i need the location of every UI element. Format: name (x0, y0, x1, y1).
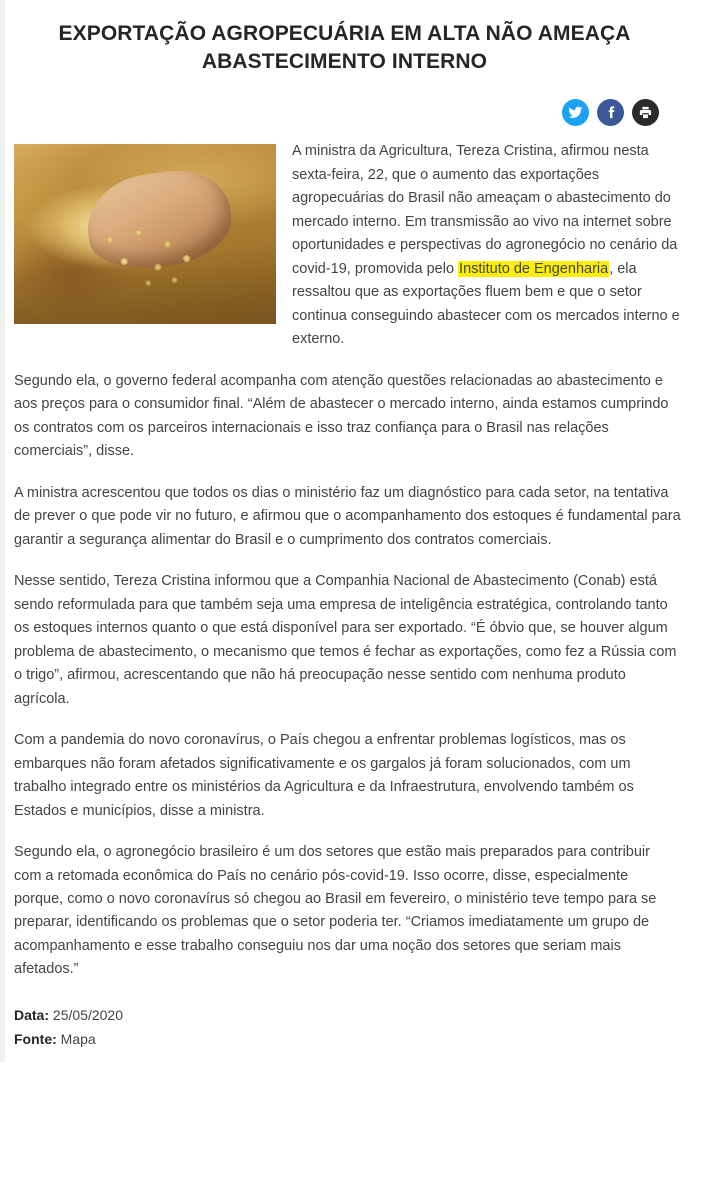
article-lead-image (14, 144, 276, 324)
photo-foreground-blur (14, 263, 276, 324)
article-meta (14, 1004, 681, 1052)
article-body (14, 140, 681, 1000)
twitter-icon (568, 105, 583, 120)
highlighted-term: Instituto de Engenharia (459, 260, 609, 277)
meta-source-value: Mapa (60, 1030, 96, 1047)
paragraph-6: Segundo ela, o agronegócio brasileiro é um dos setores que estão mais preparados para contribuir com a retomada econômica do País no cenário pós-covid-19. Isso ocorre, disse, especialmente porque, como o novo coronavírus só chegou ao Brasil em fevereiro, o ministério teve tempo para se preparar, identificando os problemas que o setor poderia ter. “Criamos imediatamente um grupo de acompanhamento e esse trabalho conseguiu nos dar uma noção dos setores que seriam mais afetados.” (14, 844, 657, 978)
meta-source-label: Fonte: (14, 1030, 57, 1047)
printer-icon (638, 105, 653, 120)
meta-source-row (14, 1028, 681, 1052)
meta-date-value: 25/05/2020 (52, 1006, 123, 1023)
share-facebook-button[interactable] (597, 99, 624, 126)
left-margin-rule (0, 0, 5, 1062)
paragraph-3: A ministra acrescentou que todos os dias o ministério faz um diagnóstico para cada setor, na tentativa de prever o que pode vir no futuro, e afirmou que o acompanhamento dos estoques é fundamental para garantir a segurança alimentar do Brasil e o cumprimento dos contratos comerciais. (14, 484, 681, 548)
paragraph-1-text-after: , ela ressaltou que as exportações fluem bem e que o setor continua conseguindo abastecer com os mercados interno e externo. (292, 260, 680, 348)
meta-date-row (14, 1004, 681, 1028)
page-title: EXPORTAÇÃO AGROPECUÁRIA EM ALTA NÃO AMEAÇA ABASTECIMENTO INTERNO (58, 22, 631, 73)
facebook-icon (603, 105, 618, 120)
paragraph-5: Com a pandemia do novo coronavírus, o País chegou a enfrentar problemas logísticos, mas os embarques não foram afetados significativamente e os gargalos já foram solucionados, com um trabalho integrado entre os ministérios da Agricultura e da Infraestrutura, envolvendo também os Estados e municípios, disse a ministra. (14, 732, 634, 819)
share-buttons (14, 99, 659, 126)
paragraph-1-text-before: A ministra da Agricultura, Tereza Cristina, afirmou nesta sexta-feira, 22, que o aumento das exportações agropecuárias do Brasil não ameaçam o abastecimento do mercado interno. Em transmissão ao vivo na internet sobre oportunidades e perspectivas do agronegócio no cenário da covid-19, promovida pelo (292, 143, 678, 277)
share-print-button[interactable] (632, 99, 659, 126)
share-twitter-button[interactable] (562, 99, 589, 126)
paragraph-2: Segundo ela, o governo federal acompanha com atenção questões relacionadas ao abastecimento e aos preços para o consumidor final. “Além de abastecer o mercado interno, ainda estamos cumprindo os contratos com os parceiros internacionais e isso traz confiança para o Brasil nas relações comerciais”, disse. (14, 372, 669, 460)
paragraph-4: Nesse sentido, Tereza Cristina informou que a Companhia Nacional de Abastecimento (Conab) está sendo reformulada para que também seja uma empresa de inteligência estratégica, controlando tanto os estoques internos quanto o que está disponível para ser exportado. “É óbvio que, se houver algum problema de abastecimento, o mecanismo que temos é fechar as exportações, como fez a Rússia com o trigo”, afirmou, acrescentando que não há preocupação nesse sentido com nenhuma produto agrícola. (14, 573, 677, 707)
meta-date-label: Data: (14, 1006, 50, 1023)
